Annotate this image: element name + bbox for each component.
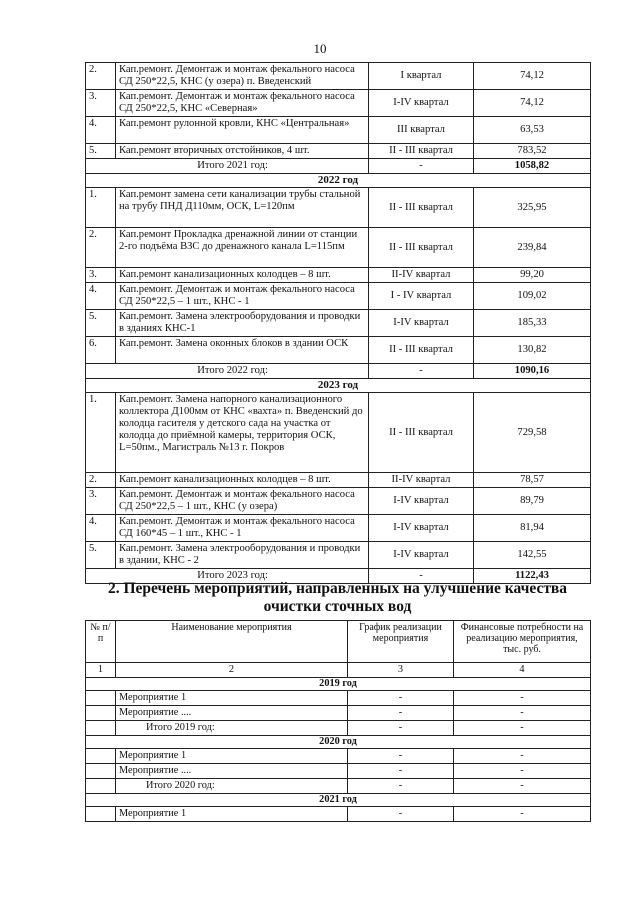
row-number (86, 691, 116, 706)
work-period: II-IV квартал (369, 268, 474, 283)
measure-name: Мероприятие 1 (116, 749, 348, 764)
work-period: II - III квартал (369, 228, 474, 268)
year-heading: 2021 год (86, 794, 591, 807)
work-sum: 63,53 (474, 117, 591, 144)
work-sum: 185,33 (474, 310, 591, 337)
table-row (86, 515, 591, 542)
measure-schedule: - (348, 749, 454, 764)
measure-schedule: - (348, 706, 454, 721)
measure-finance: - (454, 749, 591, 764)
table-row (86, 337, 591, 364)
work-period: II - III квартал (369, 337, 474, 364)
year-row (86, 794, 591, 807)
table-row (86, 807, 591, 822)
row-number: 1. (86, 393, 116, 473)
row-number (86, 706, 116, 721)
work-period: I-IV квартал (369, 488, 474, 515)
work-name: Кап.ремонт. Демонтаж и монтаж фекального насоса СД 250*22,5, КНС «Северная» (116, 90, 369, 117)
total-sum: 1090,16 (474, 364, 591, 379)
row-number: 3. (86, 488, 116, 515)
measure-name: Мероприятие 1 (116, 691, 348, 706)
total-finance: - (454, 779, 591, 794)
work-name: Кап.ремонт. Демонтаж и монтаж фекального насоса СД 250*22,5 – 1 шт., КНС (у озера) (116, 488, 369, 515)
table-row (86, 542, 591, 569)
work-name: Кап.ремонт замена сети канализации трубы стальной на трубу ПНД Д110мм, ОСК, L=120пм (116, 188, 369, 228)
work-name: Кап.ремонт. Демонтаж и монтаж фекального насоса СД 160*45 – 1 шт., КНС - 1 (116, 515, 369, 542)
total-period: - (369, 364, 474, 379)
row-number (86, 779, 116, 794)
total-label: Итого 2021 год: (86, 159, 369, 174)
total-row (86, 364, 591, 379)
measure-name: Мероприятие .... (116, 764, 348, 779)
row-number: 2. (86, 228, 116, 268)
table-row (86, 268, 591, 283)
work-sum: 74,12 (474, 63, 591, 90)
header-number: № п/п (86, 621, 116, 663)
year-heading: 2022 год (86, 174, 591, 188)
table-row (86, 144, 591, 159)
year-heading: 2023 год (86, 379, 591, 393)
page-number: 10 (313, 41, 327, 56)
row-number: 5. (86, 144, 116, 159)
year-heading: 2020 год (86, 736, 591, 749)
repair-plan-table (85, 62, 591, 584)
table-row (86, 117, 591, 144)
year-row (86, 736, 591, 749)
table-row (86, 310, 591, 337)
measure-schedule: - (348, 691, 454, 706)
measure-finance: - (454, 706, 591, 721)
work-name: Кап.ремонт. Замена оконных блоков в здании ОСК (116, 337, 369, 364)
row-number: 3. (86, 268, 116, 283)
column-number: 2 (116, 663, 348, 678)
year-row (86, 174, 591, 188)
row-number: 3. (86, 90, 116, 117)
work-period: I-IV квартал (369, 90, 474, 117)
work-name: Кап.ремонт. Замена напорного канализационного коллектора Д100мм от КНС «вахта» п. Введенский до колодца гасителя у детского сада на участка от колодца до приёмной камеры, территория ОСК, L=50пм., Магистраль №13 г. Покров (116, 393, 369, 473)
table-row (86, 473, 591, 488)
total-period: - (369, 569, 474, 584)
work-period: I-IV квартал (369, 542, 474, 569)
work-name: Кап.ремонт. Демонтаж и монтаж фекального насоса СД 250*22,5 – 1 шт., КНС - 1 (116, 283, 369, 310)
work-name: Кап.ремонт. Замена электрооборудования и проводки в здании, КНС - 2 (116, 542, 369, 569)
row-number (86, 749, 116, 764)
row-number: 2. (86, 63, 116, 90)
section-2-heading: 2. Перечень мероприятий, направленных на улучшение качества очистки сточных вод (107, 580, 568, 615)
column-number: 1 (86, 663, 116, 678)
work-period: I-IV квартал (369, 515, 474, 542)
table-row (86, 188, 591, 228)
table-row (86, 691, 591, 706)
header-name: Наименование мероприятия (116, 621, 348, 663)
work-sum: 729,58 (474, 393, 591, 473)
total-period: - (369, 159, 474, 174)
work-name: Кап.ремонт канализационных колодцев – 8 шт. (116, 473, 369, 488)
table-row (86, 228, 591, 268)
work-period: I квартал (369, 63, 474, 90)
work-period: II-IV квартал (369, 473, 474, 488)
total-sum: 1122,43 (474, 569, 591, 584)
table-row (86, 706, 591, 721)
total-schedule: - (348, 721, 454, 736)
measure-name: Мероприятие 1 (116, 807, 348, 822)
work-sum: 239,84 (474, 228, 591, 268)
table-row (86, 749, 591, 764)
total-sum: 1058,82 (474, 159, 591, 174)
table-row (86, 488, 591, 515)
year-row (86, 678, 591, 691)
row-number: 6. (86, 337, 116, 364)
measure-name: Мероприятие .... (116, 706, 348, 721)
total-finance: - (454, 721, 591, 736)
column-number: 4 (454, 663, 591, 678)
work-name: Кап.ремонт. Замена электрооборудования и проводки в зданиях КНС-1 (116, 310, 369, 337)
table-header-row (86, 621, 591, 663)
measures-table (85, 620, 591, 822)
work-period: II - III квартал (369, 144, 474, 159)
measure-schedule: - (348, 764, 454, 779)
work-sum: 99,20 (474, 268, 591, 283)
table-row (86, 90, 591, 117)
column-number-row (86, 663, 591, 678)
work-sum: 89,79 (474, 488, 591, 515)
row-number: 4. (86, 515, 116, 542)
table-row (86, 63, 591, 90)
total-label: Итого 2022 год: (86, 364, 369, 379)
row-number: 5. (86, 542, 116, 569)
work-name: Кап.ремонт вторичных отстойников, 4 шт. (116, 144, 369, 159)
measure-finance: - (454, 807, 591, 822)
table-row (86, 764, 591, 779)
total-row (86, 779, 591, 794)
measure-finance: - (454, 691, 591, 706)
table-row (86, 393, 591, 473)
work-period: I - IV квартал (369, 283, 474, 310)
row-number (86, 807, 116, 822)
table-row (86, 283, 591, 310)
row-number (86, 764, 116, 779)
total-schedule: - (348, 779, 454, 794)
work-sum: 78,57 (474, 473, 591, 488)
work-sum: 74,12 (474, 90, 591, 117)
work-sum: 783,52 (474, 144, 591, 159)
total-row (86, 159, 591, 174)
year-row (86, 379, 591, 393)
work-name: Кап.ремонт канализационных колодцев – 8 шт. (116, 268, 369, 283)
row-number (86, 721, 116, 736)
header-finance: Финансовые потребности на реализацию мероприятия, тыс. руб. (454, 621, 591, 663)
work-sum: 109,02 (474, 283, 591, 310)
header-schedule: График реализации мероприятия (348, 621, 454, 663)
work-sum: 130,82 (474, 337, 591, 364)
work-period: III квартал (369, 117, 474, 144)
work-sum: 81,94 (474, 515, 591, 542)
row-number: 4. (86, 283, 116, 310)
total-label: Итого 2019 год: (116, 721, 348, 736)
work-sum: 142,55 (474, 542, 591, 569)
work-sum: 325,95 (474, 188, 591, 228)
row-number: 1. (86, 188, 116, 228)
row-number: 4. (86, 117, 116, 144)
work-period: II - III квартал (369, 188, 474, 228)
work-name: Кап.ремонт. Демонтаж и монтаж фекального насоса СД 250*22,5, КНС (у озера) п. Введенский (116, 63, 369, 90)
work-period: II - III квартал (369, 393, 474, 473)
work-period: I-IV квартал (369, 310, 474, 337)
row-number: 5. (86, 310, 116, 337)
column-number: 3 (348, 663, 454, 678)
measure-finance: - (454, 764, 591, 779)
measure-schedule: - (348, 807, 454, 822)
work-name: Кап.ремонт Прокладка дренажной линии от станции 2-го подъёма ВЗС до дренажного канала L=115пм (116, 228, 369, 268)
total-row (86, 721, 591, 736)
total-label: Итого 2020 год: (116, 779, 348, 794)
work-name: Кап.ремонт рулонной кровли, КНС «Центральная» (116, 117, 369, 144)
year-heading: 2019 год (86, 678, 591, 691)
row-number: 2. (86, 473, 116, 488)
total-label: Итого 2023 год: (86, 569, 369, 584)
